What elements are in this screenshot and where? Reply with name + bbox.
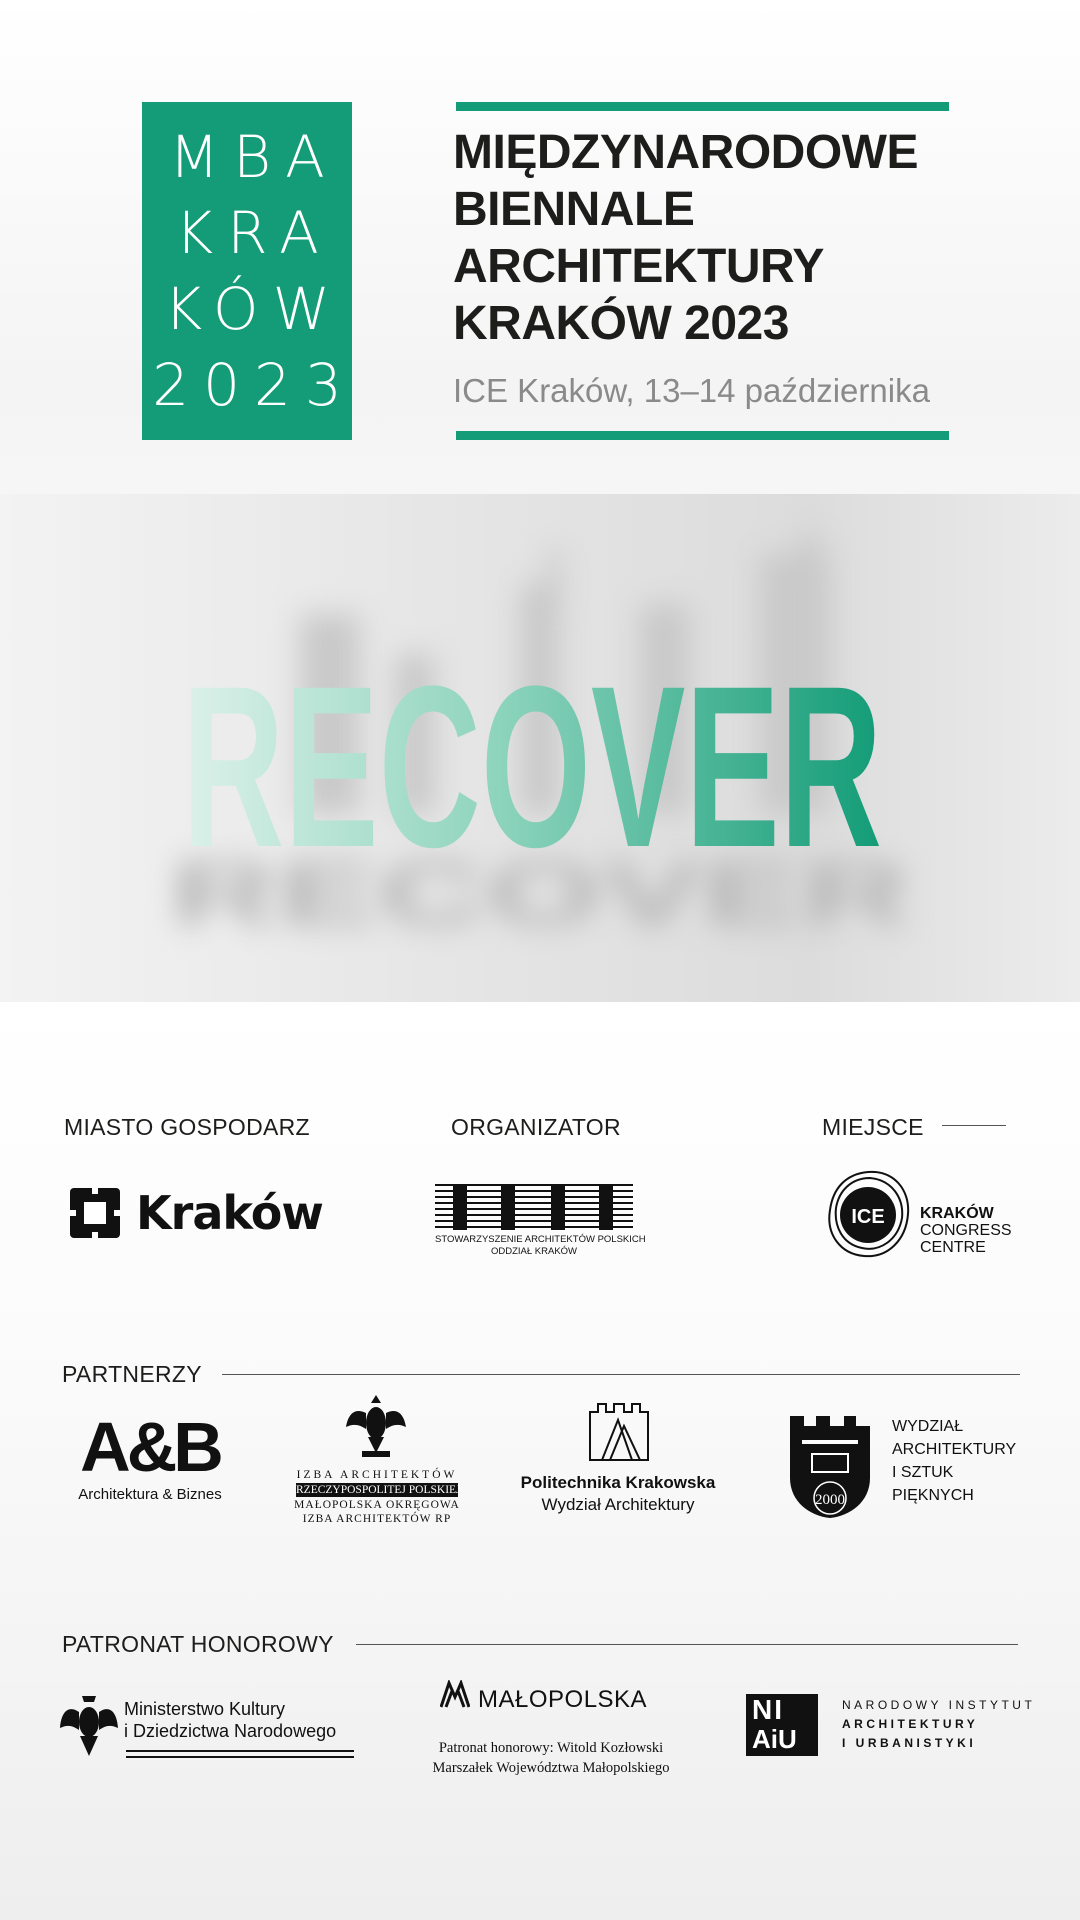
- niau-line: NARODOWY INSTYTUT: [842, 1698, 1036, 1712]
- niau-mark-bottom: AiU: [752, 1724, 797, 1754]
- host-city-label: MIASTO GOSPODARZ: [64, 1114, 310, 1140]
- malopolska-note-line: Patronat honorowy: Witold Kozłowski: [438, 1740, 664, 1756]
- partners-divider: [222, 1374, 1020, 1375]
- malopolska-mountain-icon: [440, 1680, 470, 1708]
- sarp-caption-line: ODDZIAŁ KRAKÓW: [490, 1246, 578, 1257]
- sarp-caption-line: STOWARZYSZENIE ARCHITEKTÓW POLSKICH: [435, 1234, 646, 1245]
- asp-seal-icon: [788, 1414, 872, 1520]
- izba-line: IZBA ARCHITEKTÓW: [296, 1469, 458, 1481]
- asp-caption: [892, 1415, 1016, 1507]
- pk-caption: [506, 1472, 730, 1516]
- ab-caption: Architektura & Biznes: [78, 1486, 222, 1503]
- reflection-text: RECOVER: [170, 854, 910, 944]
- ministry-caption: [124, 1698, 336, 1742]
- sarp-caption: [435, 1234, 646, 1258]
- ice-badge-icon: [824, 1168, 912, 1262]
- malopolska-name: MAŁOPOLSKA: [478, 1686, 648, 1713]
- title-line: KRAKÓW 2023: [453, 297, 789, 350]
- bottom-accent-rule: [456, 431, 949, 440]
- mba-logo: [142, 102, 356, 440]
- niau-caption: [842, 1696, 1035, 1753]
- event-subtitle: ICE Kraków, 13–14 października: [453, 372, 930, 409]
- hero-banner: [0, 494, 1080, 1002]
- recover-word: RECOVER: [182, 638, 882, 895]
- venue-divider: [942, 1125, 1006, 1126]
- ice-name-line: KRAKÓW: [920, 1205, 994, 1222]
- niau-mark-top: NI: [752, 1694, 784, 1725]
- asp-line: WYDZIAŁ: [892, 1418, 964, 1435]
- patronage-divider: [356, 1644, 1018, 1645]
- izba-line: MAŁOPOLSKA OKRĘGOWA: [294, 1499, 460, 1511]
- ministry-rule: [126, 1750, 354, 1752]
- polish-eagle-icon: [60, 1694, 118, 1758]
- event-title: [453, 124, 963, 352]
- partners-label: PARTNERZY: [62, 1361, 202, 1387]
- niau-line: I URBANISTYKI: [842, 1736, 977, 1750]
- niau-mark-icon: [746, 1694, 818, 1756]
- ministry-rule: [126, 1756, 354, 1758]
- venue-label: MIEJSCE: [822, 1114, 924, 1140]
- izba-line: IZBA ARCHITEKTÓW RP: [302, 1513, 452, 1525]
- ice-badge-text: ICE: [851, 1206, 885, 1228]
- ice-name-line: CONGRESS: [920, 1222, 1012, 1239]
- ice-name-line: CENTRE: [920, 1239, 986, 1256]
- malopolska-note: [412, 1738, 690, 1778]
- malopolska-note-line: Marszałek Województwa Małopolskiego: [432, 1760, 670, 1776]
- ab-mark: A&B: [80, 1408, 220, 1486]
- patronage-label: PATRONAT HONOROWY: [62, 1631, 334, 1657]
- krakow-logo-text: Kraków: [136, 1186, 323, 1240]
- ministry-line: Ministerstwo Kultury: [124, 1699, 286, 1719]
- asp-seal-year: 2000: [815, 1492, 845, 1508]
- organizer-label: ORGANIZATOR: [451, 1114, 621, 1140]
- izba-caption: [294, 1468, 460, 1526]
- title-line: MIĘDZYNARODOWE: [453, 126, 918, 179]
- ice-name: [920, 1205, 1012, 1256]
- izba-line-highlight: RZECZYPOSPOLITEJ POLSKIEJ: [296, 1484, 461, 1496]
- title-line: BIENNALE: [453, 183, 695, 236]
- politechnika-emblem-icon: [588, 1400, 650, 1462]
- title-line: ARCHITEKTURY: [453, 240, 824, 293]
- pk-line: Politechnika Krakowska: [520, 1473, 716, 1492]
- asp-line: ARCHITEKTURY: [892, 1441, 1017, 1458]
- pk-line: Wydział Architektury: [541, 1495, 695, 1514]
- sarp-logo-icon: [435, 1184, 633, 1230]
- krakow-crest-icon: [70, 1188, 120, 1238]
- recover-headline: [0, 494, 1080, 1002]
- eagle-emblem-icon: [346, 1393, 406, 1459]
- logo-line: 2023: [152, 351, 356, 419]
- logo-line: KRA: [175, 199, 333, 267]
- top-accent-rule: [456, 102, 949, 111]
- niau-line: ARCHITEKTURY: [842, 1717, 979, 1731]
- asp-line: I SZTUK: [892, 1464, 954, 1481]
- logo-line: MBA: [169, 123, 339, 191]
- logo-line: KÓW: [164, 275, 344, 343]
- ministry-line: i Dziedzictwa Narodowego: [124, 1721, 337, 1741]
- asp-line: PIĘKNYCH: [892, 1487, 974, 1504]
